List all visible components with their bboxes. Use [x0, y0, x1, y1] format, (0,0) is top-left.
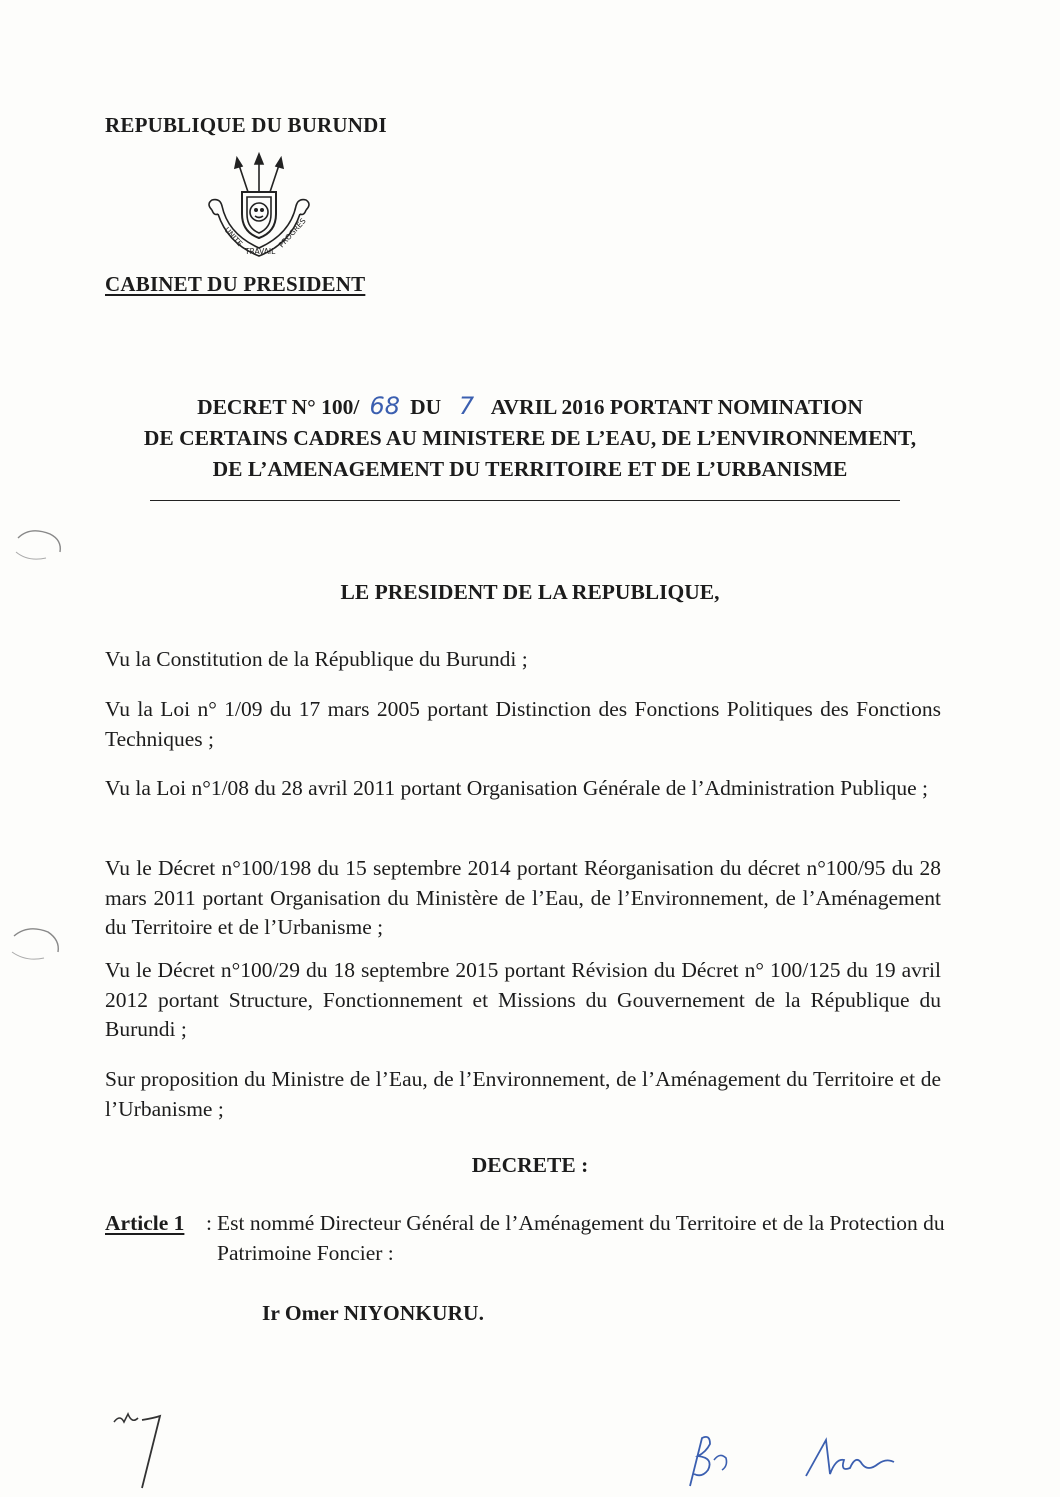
punch-hole-mark-icon: [10, 522, 70, 566]
article-1-label: Article 1: [105, 1211, 185, 1235]
decree-title: [100, 391, 960, 485]
decree-title-line-2: DE CERTAINS CADRES AU MINISTERE DE L’EAU, DE L’ENVIRONNEMENT,: [143, 426, 917, 450]
article-1-nominee: Ir Omer NIYONKURU.: [262, 1301, 484, 1325]
handwritten-initial-mark-icon: [108, 1410, 168, 1492]
emblem-motto-part: UNITE: [222, 225, 245, 249]
decree-du: DU: [410, 395, 442, 419]
country-name: REPUBLIQUE DU BURUNDI: [105, 113, 387, 137]
president-heading: LE PRESIDENT DE LA REPUBLIQUE,: [340, 580, 720, 604]
consideration-1: Vu la Constitution de la République du Burundi ;: [105, 647, 528, 671]
consideration-6: Sur proposition du Ministre de l’Eau, de l’Environnement, de l’Aménagement du Territoire et de l’Urbanisme ;: [105, 1067, 941, 1121]
article-1-separator: :: [206, 1211, 212, 1235]
handwritten-initial-mark-icon: [680, 1430, 740, 1490]
consideration-4: Vu le Décret n°100/198 du 15 septembre 2014 portant Réorganisation du décret n°100/95 du 28 mars 2011 portant Organisation du Ministère de l’Eau, de l’Environnement, de l’Aménagement du Territoire et de l’Urbanisme ;: [105, 856, 941, 939]
article-1-text: Est nommé Directeur Général de l’Aménagement du Territoire et de la Protection du Patrimoine Foncier :: [217, 1211, 945, 1265]
coat-of-arms-icon: [198, 152, 320, 264]
handwritten-decree-day: 7: [458, 392, 475, 420]
consideration-5: Vu le Décret n°100/29 du 18 septembre 2015 portant Révision du Décret n° 100/125 du 19 avril 2012 portant Structure, Fonctionnement et Missions du Gouvernement de la République du Burundi ;: [105, 958, 941, 1041]
title-divider: [150, 500, 900, 501]
handwritten-decree-number: 68: [369, 392, 401, 420]
decree-title-line-3: DE L’AMENAGEMENT DU TERRITOIRE ET DE L’URBANISME: [212, 457, 848, 481]
emblem-motto-part: TRAVAIL: [245, 247, 276, 256]
handwritten-initial-mark-icon: [800, 1434, 900, 1484]
cabinet-name: CABINET DU PRESIDENT: [105, 272, 366, 296]
emblem-motto-part: PROGRES: [276, 216, 308, 250]
decree-number-prefix: DECRET N° 100/: [197, 395, 360, 419]
decree-title-line-1: [100, 391, 960, 423]
decree-title-rest: AVRIL 2016 PORTANT NOMINATION: [490, 395, 863, 419]
decrete-heading: DECRETE :: [471, 1153, 589, 1177]
consideration-2: Vu la Loi n° 1/09 du 17 mars 2005 portant Distinction des Fonctions Politiques des Fonctions Techniques ;: [105, 697, 941, 751]
consideration-3: Vu la Loi n°1/08 du 28 avril 2011 portant Organisation Générale de l’Administration Publique ;: [105, 776, 928, 800]
punch-hole-mark-icon: [4, 918, 68, 968]
